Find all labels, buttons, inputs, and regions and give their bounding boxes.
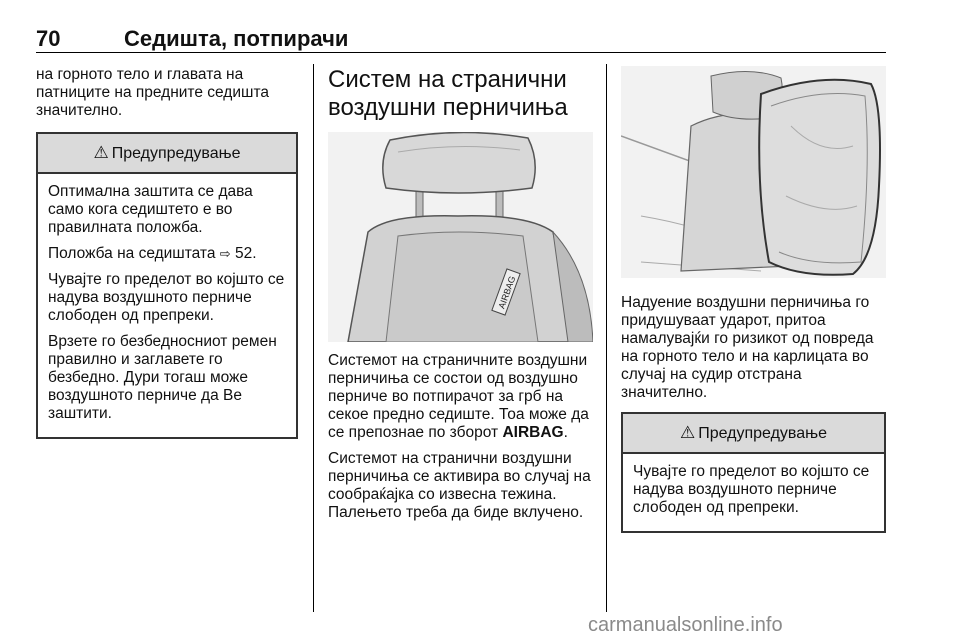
column-right <box>621 66 886 533</box>
column-left <box>36 66 298 439</box>
warning-header <box>623 414 884 454</box>
column-divider <box>606 64 607 612</box>
airbag-word: AIRBAG <box>502 424 564 441</box>
warning-header <box>38 134 296 174</box>
watermark: carmanualsonline.info <box>588 614 783 636</box>
warning-paragraph: Чувајте го пределот во којшто се надува воздушното перниче слободен од препреки. <box>633 463 870 516</box>
warning-icon: ⚠ <box>679 423 696 442</box>
page-reference-icon: ⇨ <box>219 246 231 261</box>
warning-title: Предупредување <box>698 425 828 442</box>
page-header <box>36 26 886 53</box>
seat-airbag-illustration <box>328 132 593 342</box>
warning-box <box>621 412 886 533</box>
warning-body <box>38 174 296 437</box>
warning-box <box>36 132 298 439</box>
paragraph <box>328 352 593 442</box>
warning-paragraph: Оптимална заштита се дава само кога седиштето е во правилната положба. <box>48 183 253 236</box>
column-divider <box>313 64 314 612</box>
warning-body <box>623 454 884 531</box>
airbag-tag-label: AIRBAG <box>496 274 518 311</box>
page-number: 70 <box>36 26 61 51</box>
reference-text: Положба на седиштата <box>48 245 216 262</box>
warning-paragraph-reference <box>48 245 286 263</box>
column-middle <box>328 66 593 530</box>
paragraph-text: Системот на страничните воздушни перничиња се состои од воздушно перниче во потпирачот за грб на секое предно седиште. Тоа може да се препознае по зборот <box>328 352 589 441</box>
warning-icon: ⚠ <box>93 143 109 162</box>
paragraph: Надуение воздушни перничиња го придушуваат ударот, притоа намалувајќи го ризикот од повреда на горното тело и на карлицата во случај на судир отстрана значително. <box>621 294 874 401</box>
inflated-side-airbag-illustration <box>621 66 886 278</box>
chapter-title: Седишта, потпирачи <box>124 26 349 51</box>
section-title: Систем на странични воздушни перничиња <box>328 66 568 121</box>
warning-title: Предупредување <box>111 145 241 162</box>
paragraph-end: . <box>563 424 568 441</box>
reference-page[interactable]: 52. <box>235 245 257 262</box>
paragraph: Системот на странични воздушни перничиња се активира во случај на сообраќајка со извесна тежина. Палењето треба да биде вклучено. <box>328 450 591 521</box>
intro-paragraph: на горното тело и главата на патниците на предните седишта значително. <box>36 66 269 119</box>
warning-paragraph: Врзете го безбедносниот ремен правилно и заглавете го безбедно. Дури тогаш може воздушното перниче да Ве заштити. <box>48 333 277 422</box>
warning-paragraph: Чувајте го пределот во којшто се надува воздушното перниче слободен од препреки. <box>48 271 285 324</box>
